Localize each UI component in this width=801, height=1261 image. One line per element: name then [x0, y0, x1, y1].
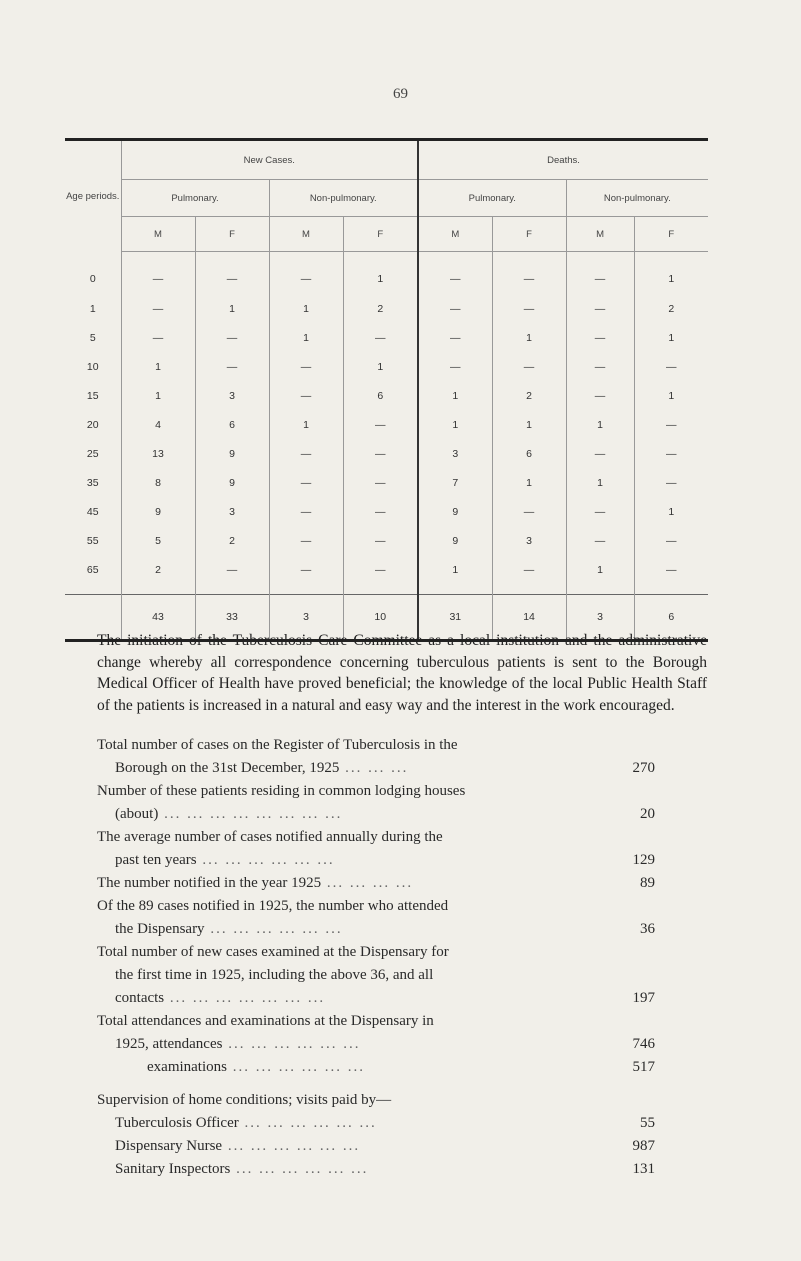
- cell: —: [269, 526, 343, 555]
- cell: —: [269, 381, 343, 410]
- stat-value: 270: [632, 760, 655, 776]
- cell: —: [634, 555, 708, 595]
- cell: —: [195, 323, 269, 352]
- stat-officer: [97, 1112, 707, 1135]
- cell: —: [195, 252, 269, 295]
- cell: 1: [121, 381, 195, 410]
- age-cell: 45: [86, 505, 99, 518]
- age-cell: 55: [86, 534, 99, 547]
- cell: —: [269, 497, 343, 526]
- leader-dots: ... ... ... ...: [321, 875, 414, 891]
- total-cell: 6: [634, 595, 708, 641]
- cell: 2: [121, 555, 195, 595]
- cell: 6: [492, 439, 566, 468]
- age-cell: 1: [89, 302, 96, 315]
- age-cell: 65: [86, 563, 99, 576]
- cell: —: [195, 352, 269, 381]
- cell: 9: [195, 439, 269, 468]
- cell: 3: [195, 381, 269, 410]
- stat-examined: [97, 941, 707, 1010]
- cell: —: [634, 526, 708, 555]
- new-pulmonary-header: Pulmonary.: [121, 180, 269, 217]
- cell: —: [343, 410, 418, 439]
- cell: 2: [492, 381, 566, 410]
- deaths-non-pulmonary-header: Non-pulmonary.: [566, 180, 708, 217]
- table-row: [65, 381, 708, 410]
- cell: 1: [418, 410, 492, 439]
- leader-dots: ... ... ... ... ... ... ...: [164, 990, 326, 1006]
- stat-label: Supervision of home conditions; visits paid by—: [97, 1092, 392, 1108]
- cell: —: [418, 323, 492, 352]
- cell: —: [269, 252, 343, 295]
- cell: —: [195, 555, 269, 595]
- cell: —: [634, 410, 708, 439]
- cell: 1: [566, 468, 634, 497]
- cell: 1: [634, 381, 708, 410]
- table-row: [65, 555, 708, 595]
- stat-label: Sanitary Inspectors: [115, 1161, 231, 1177]
- stat-value: 55: [640, 1115, 655, 1131]
- tuberculosis-table-container: [65, 138, 708, 642]
- stat-value: 36: [640, 921, 655, 937]
- cell: 1: [634, 497, 708, 526]
- leader-dots: ... ... ...: [339, 760, 409, 776]
- cell: —: [634, 352, 708, 381]
- cell: 1: [269, 323, 343, 352]
- cell: —: [343, 323, 418, 352]
- table-row: [65, 497, 708, 526]
- total-cell: 33: [195, 595, 269, 641]
- deaths-header: Deaths.: [418, 140, 708, 180]
- new-non-pulmonary-header: Non-pulmonary.: [269, 180, 418, 217]
- age-cell: 15: [86, 389, 99, 402]
- stat-value: 89: [640, 875, 655, 891]
- stat-label: Total number of new cases examined at the Dispensary for: [97, 944, 449, 960]
- stat-label: examinations: [147, 1059, 227, 1075]
- table-row: [65, 252, 708, 295]
- cell: 3: [492, 526, 566, 555]
- age-cell: 20: [86, 418, 99, 431]
- stat-lodging: [97, 780, 707, 826]
- cell: 2: [343, 294, 418, 323]
- stat-label: The average number of cases notified annually during the: [97, 829, 443, 845]
- cell: 3: [195, 497, 269, 526]
- col-m: M: [121, 217, 195, 252]
- col-f: F: [492, 217, 566, 252]
- leader-dots: ... ... ... ... ... ...: [238, 1115, 377, 1131]
- cell: 4: [121, 410, 195, 439]
- cell: —: [492, 555, 566, 595]
- cell: —: [343, 497, 418, 526]
- age-periods-header: Age periods.: [66, 190, 120, 202]
- stat-label: Dispensary Nurse: [115, 1138, 223, 1154]
- stat-register: [97, 734, 707, 780]
- stat-attendances: [97, 1010, 707, 1056]
- leader-dots: ... ... ... ... ... ...: [222, 1138, 361, 1154]
- col-f: F: [343, 217, 418, 252]
- cell: —: [269, 439, 343, 468]
- committee-paragraph: The initiation of the Tuberculosis Care Committee as a local institution and the administrative change whereby all correspondence concerning tuberculous patients is sent to the Borough Medical Officer of Health have proved beneficial; the knowledge of the local Public Health Staff of the patients is increased in a natural and easy way and the interest in the work encouraged.: [97, 632, 707, 714]
- age-cell: 5: [89, 331, 96, 344]
- stat-value: 746: [632, 1036, 655, 1052]
- stat-label: Tuberculosis Officer: [115, 1115, 239, 1131]
- leader-dots: ... ... ... ... ... ... ... ...: [158, 806, 343, 822]
- statistics-list: [97, 734, 707, 1181]
- col-m: M: [269, 217, 343, 252]
- cell: 3: [418, 439, 492, 468]
- deaths-pulmonary-header: Pulmonary.: [418, 180, 566, 217]
- cell: —: [566, 352, 634, 381]
- stat-examinations: [97, 1056, 707, 1079]
- table-row: [65, 294, 708, 323]
- cell: 9: [195, 468, 269, 497]
- stat-supervision: [97, 1089, 707, 1112]
- cell: —: [634, 468, 708, 497]
- cell: 2: [195, 526, 269, 555]
- cell: 1: [492, 410, 566, 439]
- cell: 1: [418, 555, 492, 595]
- cell: 9: [418, 497, 492, 526]
- stat-value: 129: [632, 852, 655, 868]
- stat-label: Number of these patients residing in common lodging houses: [97, 783, 466, 799]
- stat-label: The number notified in the year 1925: [97, 875, 322, 891]
- stat-label: Borough on the 31st December, 1925: [115, 760, 340, 776]
- table-row: [65, 526, 708, 555]
- cell: 1: [269, 294, 343, 323]
- age-cell: 10: [86, 360, 99, 373]
- total-cell: 3: [269, 595, 343, 641]
- cell: 6: [195, 410, 269, 439]
- table-row: [65, 323, 708, 352]
- age-cell: 25: [86, 447, 99, 460]
- stat-value: 20: [640, 806, 655, 822]
- cell: 8: [121, 468, 195, 497]
- table-row: [65, 439, 708, 468]
- cell: 1: [121, 352, 195, 381]
- cell: 6: [343, 381, 418, 410]
- col-m: M: [418, 217, 492, 252]
- stat-label: Of the 89 cases notified in 1925, the number who attended: [97, 898, 449, 914]
- page-number: 69: [393, 86, 408, 102]
- cell: —: [566, 439, 634, 468]
- cell: —: [418, 252, 492, 295]
- cell: —: [634, 439, 708, 468]
- cell: 13: [121, 439, 195, 468]
- cell: 1: [343, 352, 418, 381]
- cell: —: [566, 381, 634, 410]
- cell: —: [566, 294, 634, 323]
- stat-average: [97, 826, 707, 872]
- cell: 2: [634, 294, 708, 323]
- stat-label: the first time in 1925, including the above 36, and all: [115, 967, 434, 983]
- cell: —: [492, 252, 566, 295]
- total-cell: 3: [566, 595, 634, 641]
- stat-label: the Dispensary: [115, 921, 205, 937]
- stat-value: 197: [632, 990, 655, 1006]
- leader-dots: ... ... ... ... ... ...: [230, 1161, 369, 1177]
- cell: —: [121, 323, 195, 352]
- cell: —: [418, 352, 492, 381]
- total-cell: 43: [121, 595, 195, 641]
- cell: —: [269, 555, 343, 595]
- stat-nurse: [97, 1135, 707, 1158]
- cell: —: [566, 252, 634, 295]
- cell: —: [121, 294, 195, 323]
- cell: —: [343, 555, 418, 595]
- cell: —: [343, 439, 418, 468]
- cell: 9: [418, 526, 492, 555]
- cell: 1: [269, 410, 343, 439]
- table-row: [65, 468, 708, 497]
- cell: 1: [634, 252, 708, 295]
- col-f: F: [634, 217, 708, 252]
- table-row: [65, 352, 708, 381]
- cell: —: [566, 526, 634, 555]
- leader-dots: ... ... ... ... ... ...: [226, 1059, 365, 1075]
- cell: —: [343, 526, 418, 555]
- cell: 5: [121, 526, 195, 555]
- cell: —: [566, 323, 634, 352]
- stat-inspectors: [97, 1158, 707, 1181]
- stat-label: Total number of cases on the Register of Tuberculosis in the: [97, 737, 458, 753]
- cell: 1: [195, 294, 269, 323]
- cell: —: [418, 294, 492, 323]
- stat-label: past ten years: [115, 852, 197, 868]
- cell: —: [492, 352, 566, 381]
- cell: —: [492, 497, 566, 526]
- cell: 1: [566, 410, 634, 439]
- cell: —: [121, 252, 195, 295]
- total-cell: 14: [492, 595, 566, 641]
- stat-label: (about): [115, 806, 159, 822]
- stat-value: 131: [632, 1161, 655, 1177]
- cell: 1: [418, 381, 492, 410]
- cell: 7: [418, 468, 492, 497]
- cell: —: [492, 294, 566, 323]
- leader-dots: ... ... ... ... ... ...: [196, 852, 335, 868]
- leader-dots: ... ... ... ... ... ...: [204, 921, 343, 937]
- stat-value: 987: [632, 1138, 655, 1154]
- total-cell: 31: [418, 595, 492, 641]
- cell: —: [343, 468, 418, 497]
- cell: 1: [492, 468, 566, 497]
- stat-notified: [97, 872, 707, 895]
- col-m: M: [566, 217, 634, 252]
- age-cell: 0: [89, 272, 96, 285]
- table-row: [65, 410, 708, 439]
- cell: 1: [566, 555, 634, 595]
- cell: —: [269, 468, 343, 497]
- cell: —: [269, 352, 343, 381]
- cell: 1: [343, 252, 418, 295]
- cell: 1: [492, 323, 566, 352]
- col-f: F: [195, 217, 269, 252]
- new-cases-header: New Cases.: [121, 140, 418, 180]
- stat-attended: [97, 895, 707, 941]
- cell: 9: [121, 497, 195, 526]
- cell: 1: [634, 323, 708, 352]
- cell: —: [566, 497, 634, 526]
- total-cell: 10: [343, 595, 418, 641]
- stat-label: contacts: [115, 990, 165, 1006]
- tuberculosis-table: [65, 138, 708, 642]
- stat-value: 517: [632, 1059, 655, 1075]
- stat-label: Total attendances and examinations at the Dispensary in: [97, 1013, 434, 1029]
- stat-label: 1925, attendances: [115, 1036, 223, 1052]
- leader-dots: ... ... ... ... ... ...: [222, 1036, 361, 1052]
- age-cell: 35: [86, 476, 99, 489]
